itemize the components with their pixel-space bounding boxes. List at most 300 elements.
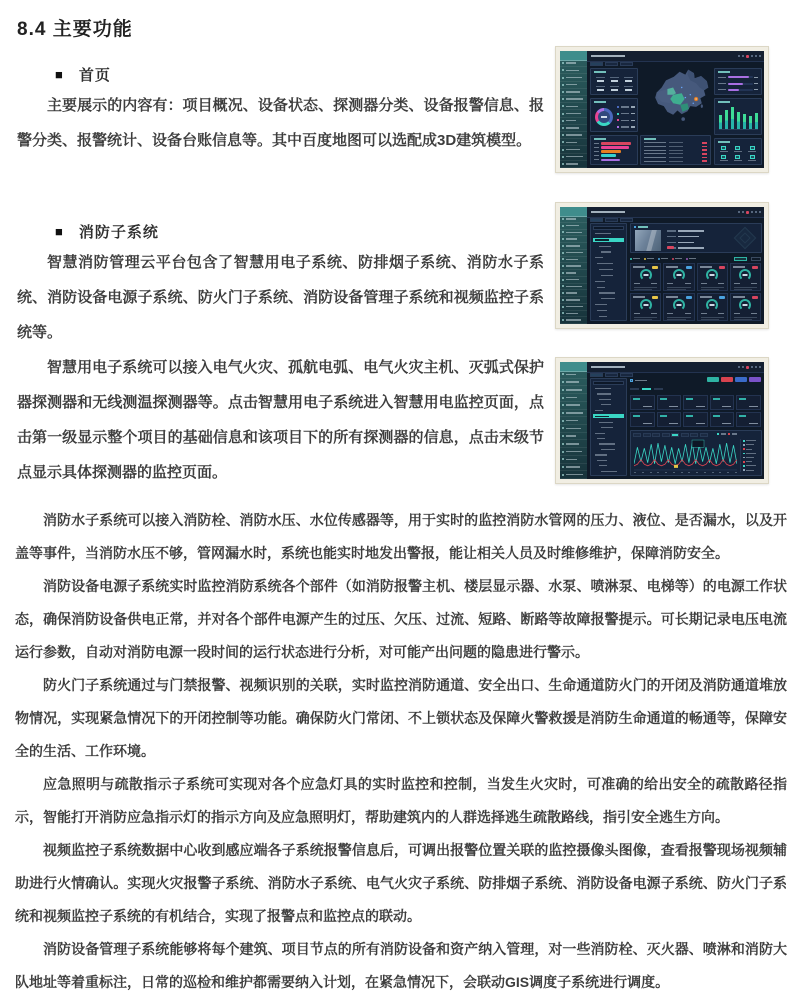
thumb-tree-item-label — [595, 304, 607, 305]
thumb-vbar — [737, 112, 740, 129]
thumb-alert-badge — [746, 366, 749, 369]
thumb-menu-icon — [562, 279, 564, 281]
thumb-header-title — [591, 211, 625, 214]
thumb-progress-label — [718, 89, 726, 90]
thumb-icon-label — [748, 160, 756, 161]
thumb-legend-value — [631, 106, 635, 107]
thumb-menu-label — [566, 279, 579, 281]
page-title: 8.4 主要功能 — [17, 19, 133, 40]
thumb-sidebar — [560, 51, 587, 168]
thumb-sidebar-item — [560, 146, 587, 153]
thumb-tab — [590, 62, 603, 66]
thumb-legend-label — [661, 258, 668, 259]
thumb-header-icons — [738, 55, 761, 58]
thumb-sidebar-item — [560, 216, 587, 223]
thumb-tab — [605, 62, 618, 66]
thumb-info-value — [678, 230, 704, 231]
thumb-device-icon — [721, 146, 726, 150]
thumb-stat-card-label — [686, 398, 693, 400]
thumb-gauge-value — [676, 274, 681, 276]
thumb-gauge-stat — [651, 283, 657, 284]
section-heading-fire-subsystem — [55, 221, 159, 242]
thumb-tabs — [590, 373, 633, 377]
thumb-sidebar-item — [560, 471, 587, 479]
dashboard-gauges-thumbnail — [560, 207, 764, 324]
thumb-info-label — [667, 236, 676, 237]
thumb-tree-item — [593, 274, 624, 277]
thumb-building-photo — [635, 230, 661, 251]
thumb-cube-watermark-icon — [734, 227, 757, 250]
thumb-ghost-button — [751, 257, 761, 261]
thumb-info-row — [667, 247, 727, 249]
thumb-legend-label — [675, 258, 682, 259]
thumb-stat-card-row — [630, 395, 761, 410]
thumb-icon — [759, 366, 761, 368]
thumb-china-map — [640, 66, 712, 132]
thumb-gauge-card — [730, 263, 761, 291]
thumb-info-label — [667, 242, 676, 243]
thumb-gauge-stats — [701, 313, 724, 314]
thumb-menu-icon — [562, 105, 564, 107]
thumb-sidebar-item — [560, 448, 587, 456]
thumb-legend-label — [647, 258, 654, 259]
thumb-tree-item — [593, 464, 624, 467]
thumb-side-legend-label — [746, 461, 752, 462]
thumb-info-value — [678, 236, 699, 237]
thumb-header-icons — [738, 211, 761, 214]
thumb-menu-icon — [562, 285, 564, 287]
thumb-info-label — [667, 230, 676, 231]
thumb-sidebar-item — [560, 433, 587, 441]
paragraph-firedoor-subsystem: 防火门子系统通过与门禁报警、视频识别的关联，实时监控消防通道、安全出口、生命通道防火门的开闭及消防通道堆放物情况，实现紧急情况下的开闭控制等功能。确保防火门常闭、不上锁状态及保障火警救援是消防生命通道的畅通等，保障安全的生活、工作环境。 — [15, 677, 787, 759]
thumb-menu-label — [566, 374, 576, 376]
fire-subsystem-paragraphs — [17, 245, 544, 490]
thumb-action-button — [721, 377, 733, 382]
thumb-panel-title — [638, 226, 648, 228]
thumb-tree-item-label — [595, 388, 611, 389]
thumb-vbar — [719, 115, 722, 129]
thumb-tree-item-label — [595, 239, 609, 241]
thumb-stat-cell — [594, 84, 607, 92]
thumb-menu-icon — [562, 149, 564, 151]
thumb-stat-card-value — [749, 423, 758, 425]
thumb-menu-label — [566, 381, 579, 383]
thumb-menu-icon — [562, 458, 564, 460]
thumb-device-icon — [735, 155, 740, 159]
thumb-sidebar-item — [560, 243, 587, 250]
thumb-menu-label — [566, 292, 577, 294]
paragraph-electric-subsystem: 智慧用电子系统可以接入电气火灾、孤航电弧、电气火灾主机、灭弧式保护器探测器和无线测温探测器等。点击智慧用电子系统进入智慧用电监控页面，点击第一级显示整个项目的基础信息和该项目下的所有探测器的信息，点击末级节点显示具体探测器的监控页面。 — [17, 359, 544, 481]
thumb-donut-value — [601, 116, 607, 118]
thumb-icon — [755, 55, 757, 57]
thumb-progress-row — [718, 82, 758, 85]
thumb-gauge-label — [666, 266, 678, 268]
thumb-table-cell — [644, 157, 666, 158]
thumb-tree-item — [593, 291, 624, 294]
thumb-sidebar-item — [560, 410, 587, 418]
thumb-tab — [620, 373, 633, 377]
thumb-menu-icon — [562, 466, 564, 468]
thumb-gauge-label — [666, 296, 678, 298]
thumb-stat-card — [630, 412, 655, 427]
thumb-menu-label — [566, 313, 578, 315]
thumb-table-cell — [644, 153, 666, 154]
thumb-table-alarm-value — [702, 142, 707, 143]
thumb-side-legend-row — [743, 469, 759, 471]
thumb-menu-icon — [562, 127, 564, 129]
thumb-icon-cell — [717, 154, 730, 162]
thumb-status-badge — [719, 296, 725, 299]
thumb-tree-item — [593, 303, 624, 306]
thumb-status-badge — [752, 266, 758, 269]
thumb-tree-item — [593, 453, 624, 456]
thumb-menu-icon — [562, 443, 564, 445]
thumb-x-tick — [634, 472, 636, 473]
thumb-action-button — [735, 377, 747, 382]
thumb-table-cell — [644, 161, 666, 162]
thumb-device-icon — [735, 146, 740, 150]
thumb-action-button — [749, 377, 761, 382]
thumb-tree-item — [593, 403, 624, 406]
thumb-sidebar-item — [560, 154, 587, 161]
thumb-stat-card — [630, 395, 655, 410]
thumb-sidebar-item — [560, 125, 587, 132]
thumb-menu-label — [566, 474, 583, 476]
thumb-menu-label — [566, 286, 582, 288]
thumb-sidebar-item — [560, 417, 587, 425]
thumb-vbar — [731, 107, 734, 129]
thumb-legend-label — [621, 120, 629, 121]
thumb-menu-label — [566, 163, 578, 165]
thumb-menu-icon — [562, 412, 564, 414]
dashboard-screenshot-home — [555, 46, 769, 173]
thumb-menu — [560, 371, 587, 479]
thumb-header-title — [591, 55, 625, 58]
thumb-menu-icon — [562, 77, 564, 79]
thumb-table-alarm-value — [702, 153, 707, 154]
thumb-tree-item-label — [601, 449, 615, 450]
thumb-sidebar — [560, 207, 587, 324]
thumb-vbar — [749, 116, 752, 129]
thumb-tree-item-selected — [593, 414, 624, 418]
thumb-stat-card — [710, 412, 735, 427]
thumb-chart-side-legend — [740, 439, 759, 472]
thumb-menu-label — [566, 443, 579, 445]
thumb-progress-value — [754, 89, 758, 90]
thumb-header-icons — [738, 366, 761, 369]
thumb-icon — [738, 55, 740, 57]
paragraph-equipment-management: 消防设备管理子系统能够将每个建筑、项目节点的所有消防设备和资产纳入管理，对一些消防栓、灭火器、喷淋和消防大队地址等着重标注，日常的巡检和维护都需要纳入计划，在紧急情况下，会联动GIS调度子系统进行调度。 — [15, 941, 787, 990]
thumb-checkbox-row — [630, 379, 647, 382]
thumb-gauge-label — [700, 266, 712, 268]
thumb-stat-card-value — [696, 406, 705, 408]
thumb-progress-label — [718, 77, 726, 78]
thumb-gauge-desc — [667, 319, 685, 320]
thumb-menu-label — [566, 149, 580, 151]
thumb-x-tick — [712, 472, 714, 473]
thumb-chip — [671, 433, 679, 437]
thumb-menu-icon — [562, 258, 564, 260]
thumb-hbar-label — [594, 143, 599, 144]
thumb-gauge-value — [743, 274, 748, 276]
section-heading-home — [55, 64, 111, 85]
thumb-chip — [690, 433, 698, 437]
thumb-cube-inner — [739, 232, 750, 243]
thumb-legend-value — [631, 113, 635, 114]
thumb-menu-label — [566, 435, 576, 437]
thumb-stat-card — [657, 412, 682, 427]
thumb-menu-label — [566, 106, 578, 108]
thumb-tree-item — [593, 245, 624, 248]
thumb-legend-dot — [630, 258, 632, 260]
thumb-sidebar-item — [560, 67, 587, 74]
thumb-menu-label — [566, 265, 581, 267]
thumb-tree-item — [593, 443, 624, 446]
thumb-x-tick — [735, 472, 737, 473]
thumb-gauge-desc — [667, 289, 685, 290]
thumb-info-value — [678, 242, 694, 243]
thumb-table-cell — [669, 146, 683, 147]
thumb-donut-legend — [617, 106, 635, 128]
thumb-sidebar-item — [560, 386, 587, 394]
thumb-legend-label — [621, 126, 629, 127]
thumb-tree-item — [593, 437, 624, 440]
thumb-gauge-label — [733, 296, 745, 298]
thumb-gauge-stat — [701, 283, 707, 284]
thumb-menu-label — [566, 299, 580, 301]
thumb-menu-icon — [562, 225, 564, 227]
thumb-menu-label — [566, 218, 576, 220]
thumb-stat-card-label — [686, 415, 693, 417]
thumb-menu-icon — [562, 420, 564, 422]
thumb-x-axis — [634, 472, 737, 473]
thumb-gauge-value — [710, 304, 715, 306]
thumb-stat-value — [597, 80, 604, 82]
thumb-icon — [755, 366, 757, 368]
thumb-side-legend-row — [743, 457, 759, 459]
thumb-side-legend-label — [746, 440, 756, 441]
thumb-x-tick — [650, 472, 652, 473]
thumb-gauge-stats — [634, 283, 657, 284]
thumb-chip — [643, 433, 651, 437]
thumb-menu-label — [566, 142, 577, 144]
thumb-gauge-card — [730, 293, 761, 321]
thumb-tree-item — [593, 286, 624, 289]
thumb-tree-item-label — [597, 393, 611, 394]
thumb-sidebar-item — [560, 223, 587, 230]
thumb-tab — [605, 373, 618, 377]
thumb-legend-label — [621, 106, 629, 107]
thumb-side-legend-label — [746, 470, 754, 471]
thumb-menu-icon — [562, 62, 564, 64]
thumb-progress-track — [728, 89, 753, 91]
thumb-legend-dot — [717, 433, 719, 435]
thumb-menu-label — [566, 272, 576, 274]
thumb-header-title — [591, 366, 625, 369]
thumb-icon — [751, 55, 753, 57]
thumb-gauge-desc — [701, 287, 724, 288]
thumb-table-row — [644, 160, 707, 162]
thumb-tree-item-selected — [593, 238, 624, 242]
thumb-menu-label — [566, 120, 576, 122]
thumb-hbar-fill — [601, 150, 621, 153]
thumb-menu-icon — [562, 474, 564, 476]
thumb-hbar-track — [601, 150, 635, 153]
thumb-legend-row — [617, 106, 635, 108]
bullet-square-icon: ■ — [55, 67, 64, 82]
thumb-table-alarm-value — [702, 157, 707, 158]
thumb-legend-dot — [644, 258, 646, 260]
thumb-table-cell — [669, 157, 683, 158]
thumb-menu-icon — [562, 373, 564, 375]
thumb-project-info-panel — [630, 223, 762, 253]
thumb-icon-label — [720, 151, 728, 152]
thumb-tree-item — [593, 387, 624, 390]
thumb-icon — [742, 211, 744, 213]
thumb-menu-label — [566, 459, 577, 461]
thumb-progress-fill — [728, 76, 749, 78]
thumb-gauge-card — [697, 293, 728, 321]
thumb-side-legend-row — [743, 465, 759, 467]
thumb-gauge-desc — [634, 317, 657, 318]
thumb-legend-row — [617, 126, 635, 128]
thumb-hbar-row — [594, 146, 634, 149]
thumb-menu-icon — [562, 69, 564, 71]
thumb-icon — [738, 211, 740, 213]
thumb-sidebar-item — [560, 297, 587, 304]
thumb-panel-title — [718, 71, 730, 73]
thumb-menu-icon — [562, 451, 564, 453]
thumb-side-legend-label — [746, 444, 754, 445]
thumb-sidebar-item — [560, 89, 587, 96]
thumb-stat-cell — [594, 75, 607, 83]
thumb-tree-item-label — [601, 471, 617, 472]
thumb-stat-card-label — [739, 398, 746, 400]
thumb-menu-label — [566, 113, 581, 115]
thumb-panel-title — [644, 138, 656, 140]
thumb-tree-item-label — [595, 454, 607, 455]
thumb-stat-cell — [608, 75, 621, 83]
thumb-alarm-table — [644, 142, 707, 162]
thumb-sidebar-item — [560, 456, 587, 464]
thumb-stat-card-value — [669, 406, 678, 408]
thumb-device-icon — [750, 146, 755, 150]
thumb-stat-label — [610, 86, 619, 88]
thumb-gauge-stat — [685, 313, 691, 314]
thumb-tree-item — [593, 398, 624, 401]
thumb-tree-item-label — [599, 246, 611, 247]
thumb-sidebar-item — [560, 394, 587, 402]
thumb-x-tick — [727, 472, 729, 473]
thumb-tabs — [590, 218, 633, 222]
thumb-gauge-value — [743, 304, 748, 306]
thumb-menu-icon — [562, 252, 564, 254]
thumb-stat-card-label — [713, 415, 720, 417]
thumb-menu-icon — [562, 292, 564, 294]
thumb-status-badge — [686, 266, 692, 269]
thumb-info-row — [667, 241, 727, 243]
thumb-menu-icon — [562, 404, 564, 406]
thumb-icon — [759, 55, 761, 57]
thumb-sidebar-item — [560, 96, 587, 103]
thumb-legend-dot — [617, 119, 619, 121]
thumb-vbar — [743, 114, 746, 129]
thumb-legend-label — [689, 258, 696, 259]
thumb-hbar-rows — [594, 142, 634, 161]
thumb-stats-panel — [590, 68, 638, 95]
thumb-status-chip — [667, 246, 674, 249]
thumb-gauge-card — [697, 263, 728, 291]
thumb-sidebar-item — [560, 464, 587, 472]
thumb-hbar-label — [594, 151, 599, 152]
thumb-stat-value — [625, 80, 632, 82]
thumb-stat-card — [736, 412, 761, 427]
thumb-legend-dot — [658, 258, 660, 260]
thumb-hbar-label — [594, 155, 599, 156]
thumb-icon-cell — [731, 154, 744, 162]
thumb-menu-label — [566, 428, 581, 430]
thumb-progress-fill — [728, 89, 739, 91]
thumb-legend-label — [732, 433, 737, 434]
thumb-donut-hole — [598, 111, 610, 123]
thumb-stat-cell — [608, 84, 621, 92]
thumb-table-cell — [644, 150, 666, 151]
thumb-tree-item — [593, 268, 624, 271]
thumb-sidebar-item — [560, 236, 587, 243]
thumb-device-icon — [750, 155, 755, 159]
thumb-tree-item-label — [597, 438, 605, 439]
thumb-hbar-track — [601, 142, 635, 145]
thumb-side-legend-dot — [743, 469, 745, 471]
thumb-sidebar-item — [560, 257, 587, 264]
dashboard-trend-thumbnail — [560, 362, 764, 479]
thumb-stat-card-label — [713, 398, 720, 400]
thumb-menu — [560, 60, 587, 168]
thumb-hbar-track — [601, 159, 635, 162]
thumb-menu-label — [566, 98, 583, 100]
thumb-chart-legend — [717, 433, 737, 435]
section-heading-label: 首页 — [78, 67, 111, 84]
thumb-hbar-label — [594, 147, 599, 148]
thumb-legend-dot — [686, 258, 688, 260]
thumb-table-cell — [669, 150, 683, 151]
thumb-table-alarm-value — [702, 160, 707, 161]
thumb-stat-label — [610, 77, 619, 79]
thumb-menu-icon — [562, 134, 564, 136]
bullet-square-icon: ■ — [55, 224, 64, 239]
thumb-chip-row — [633, 433, 708, 437]
thumb-side-legend-row — [743, 448, 759, 450]
thumb-icons-panel — [714, 138, 762, 165]
thumb-legend-value — [631, 120, 635, 121]
thumb-tree-item — [593, 262, 624, 265]
thumb-vbar — [725, 110, 728, 129]
thumb-tree-item-label — [601, 404, 611, 405]
thumb-gauge-stat — [751, 313, 757, 314]
thumb-menu-icon — [562, 98, 564, 100]
thumb-stat-card-value — [696, 423, 705, 425]
thumb-chip — [633, 433, 641, 437]
thumb-stat-card-label — [633, 415, 640, 417]
thumb-hbar-fill — [601, 159, 620, 162]
thumb-menu-icon — [562, 381, 564, 383]
thumb-table-alarm-value — [702, 146, 707, 147]
thumb-menu-label — [566, 127, 579, 129]
thumb-side-legend-dot — [743, 444, 745, 446]
thumb-panel-title — [718, 141, 730, 143]
thumb-tree-item — [593, 315, 624, 318]
thumb-tree-item-label — [599, 399, 611, 400]
